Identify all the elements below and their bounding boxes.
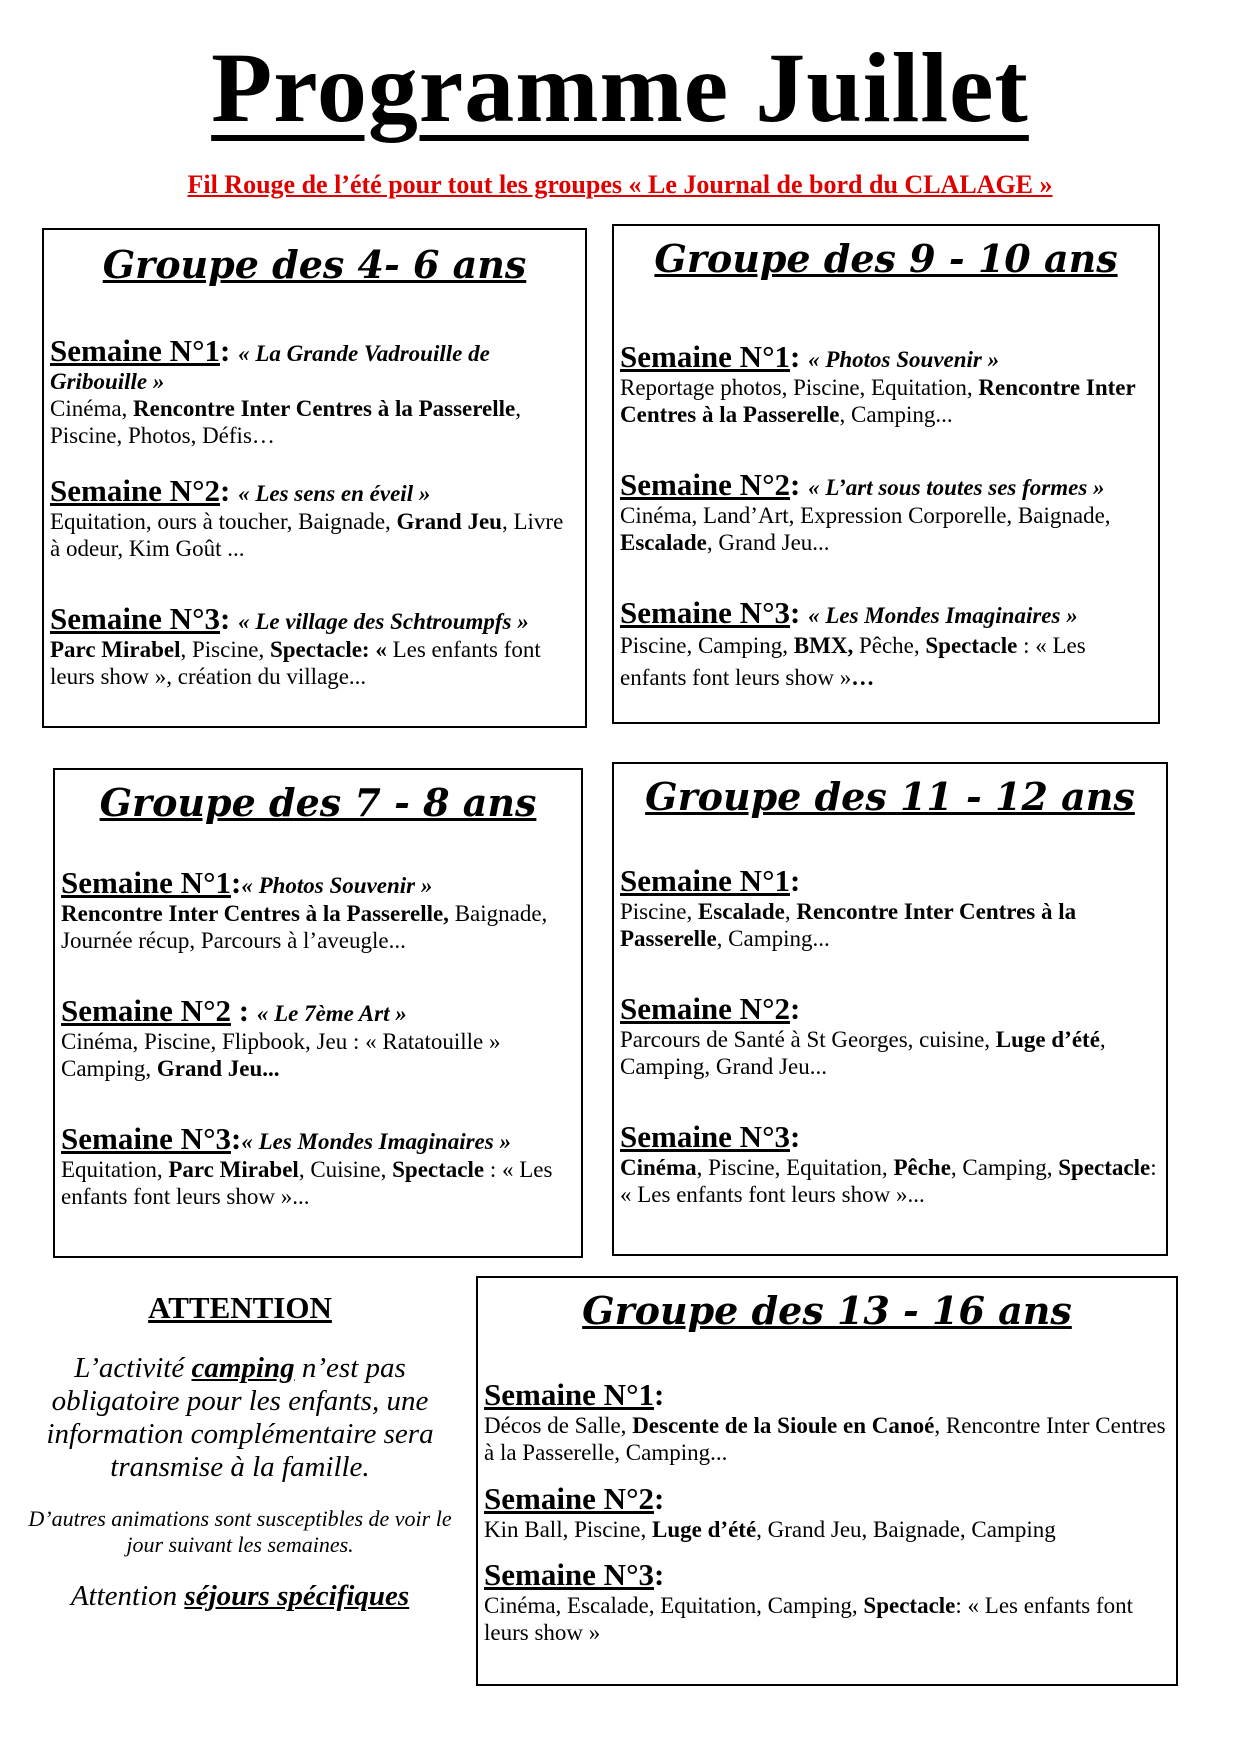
camping-note: L’activité camping n’est pas obligatoire pour les enfants, une information complémentaire sera transmise à la famille. — [46, 1352, 434, 1483]
week-1 — [484, 1378, 1170, 1466]
week-separator: : — [653, 1377, 665, 1412]
week-separator: : — [219, 601, 239, 636]
week-label: Semaine N°2 — [620, 467, 790, 502]
week-separator: : — [789, 467, 809, 502]
week-label: Semaine N°3 — [484, 1557, 654, 1592]
week-3 — [61, 1122, 575, 1210]
group-box-13-16 — [476, 1276, 1178, 1686]
week-2 — [620, 468, 1152, 556]
week-separator: : — [653, 1481, 665, 1516]
week-activities: Reportage photos, Piscine, Equitation, Rencontre Inter Centres à la Passerelle, Camping... — [620, 375, 1136, 427]
week-separator: : — [789, 595, 809, 630]
week-1 — [620, 864, 1160, 952]
week-1 — [620, 340, 1152, 428]
week-label: Semaine N°1 — [484, 1377, 654, 1412]
week-separator: : — [230, 865, 242, 900]
week-label: Semaine N°1 — [50, 333, 220, 368]
week-theme: « Les sens en éveil » — [238, 481, 431, 506]
specific-stays-note: Attention séjours spécifiques — [70, 1580, 410, 1612]
group-box-4-6 — [42, 228, 587, 728]
week-separator: : — [219, 473, 239, 508]
week-activities: Parcours de Santé à St Georges, cuisine, Luge d’été, Camping, Grand Jeu... — [620, 1027, 1106, 1079]
week-1 — [61, 866, 575, 954]
week-separator: : — [789, 991, 801, 1026]
week-3 — [50, 602, 579, 690]
group-box-9-10 — [612, 224, 1160, 724]
group-title: Groupe des 9 - 10 ans — [654, 236, 1118, 281]
group-title: Groupe des 7 - 8 ans — [99, 780, 537, 825]
page-title: Programme Juillet — [211, 32, 1029, 143]
week-activities: Cinéma, Escalade, Equitation, Camping, Spectacle: « Les enfants font leurs show » — [484, 1593, 1133, 1645]
week-separator: : — [230, 1121, 242, 1156]
week-label: Semaine N°3 — [61, 1121, 231, 1156]
week-theme: « Le village des Schtroumpfs » — [238, 609, 529, 634]
week-activities: Décos de Salle, Descente de la Sioule en Canoé, Rencontre Inter Centres à la Passerelle, Camping... — [484, 1413, 1166, 1465]
week-label: Semaine N°2 — [484, 1481, 654, 1516]
week-2 — [484, 1482, 1170, 1543]
week-label: Semaine N°1 — [620, 339, 790, 374]
week-theme: « Les Mondes Imaginaires » — [241, 1129, 511, 1154]
week-2 — [620, 992, 1160, 1080]
week-theme: « Photos Souvenir » — [808, 347, 1000, 372]
week-activities: Cinéma, Land’Art, Expression Corporelle, Baignade, Escalade, Grand Jeu... — [620, 503, 1111, 555]
week-theme: « La Grande Vadrouille de Gribouille » — [50, 341, 490, 394]
group-title: Groupe des 13 - 16 ans — [582, 1288, 1072, 1333]
week-activities: Cinéma, Piscine, Flipbook, Jeu : « Ratatouille » Camping, Grand Jeu... — [61, 1029, 501, 1081]
week-activities: Parc Mirabel, Piscine, Spectacle: « Les enfants font leurs show », création du village... — [50, 637, 541, 689]
attention-notice — [20, 1290, 460, 1613]
week-activities: Cinéma, Piscine, Equitation, Pêche, Camping, Spectacle: « Les enfants font leurs show »... — [620, 1155, 1157, 1207]
group-box-7-8 — [53, 768, 583, 1258]
other-activities-note: D’autres animations sont susceptibles de voir le jour suivant les semaines. — [28, 1506, 452, 1557]
week-3 — [484, 1558, 1170, 1646]
week-activities: Piscine, Camping, BMX, Pêche, Spectacle : « Les enfants font leurs show »… — [620, 633, 1086, 690]
week-label: Semaine N°2 — [61, 993, 231, 1028]
week-separator: : — [789, 339, 809, 374]
week-activities: Kin Ball, Piscine, Luge d’été, Grand Jeu, Baignade, Camping — [484, 1517, 1056, 1542]
week-2 — [61, 994, 575, 1082]
week-separator: : — [219, 333, 239, 368]
week-theme: « Le 7ème Art » — [256, 1001, 407, 1026]
group-box-11-12 — [612, 762, 1168, 1256]
week-label: Semaine N°3 — [50, 601, 220, 636]
week-3 — [620, 1120, 1160, 1208]
week-2 — [50, 474, 579, 562]
week-3 — [620, 596, 1152, 694]
week-separator: : — [789, 863, 801, 898]
week-activities: Rencontre Inter Centres à la Passerelle, Baignade, Journée récup, Parcours à l’aveugle... — [61, 901, 548, 953]
week-activities: Cinéma, Rencontre Inter Centres à la Passerelle, Piscine, Photos, Défis… — [50, 396, 521, 448]
week-activities: Equitation, ours à toucher, Baignade, Grand Jeu, Livre à odeur, Kim Goût ... — [50, 509, 564, 561]
week-label: Semaine N°3 — [620, 1119, 790, 1154]
group-title: Groupe des 11 - 12 ans — [645, 774, 1135, 819]
week-label: Semaine N°2 — [50, 473, 220, 508]
week-theme: « Les Mondes Imaginaires » — [808, 603, 1078, 628]
week-activities: Piscine, Escalade, Rencontre Inter Centres à la Passerelle, Camping... — [620, 899, 1077, 951]
week-label: Semaine N°3 — [620, 595, 790, 630]
week-separator: : — [653, 1557, 665, 1592]
week-separator: : — [789, 1119, 801, 1154]
page-subtitle: Fil Rouge de l’été pour tout les groupes « Le Journal de bord du CLALAGE » — [187, 170, 1053, 199]
week-label: Semaine N°1 — [61, 865, 231, 900]
week-label: Semaine N°1 — [620, 863, 790, 898]
week-label: Semaine N°2 — [620, 991, 790, 1026]
attention-title: ATTENTION — [148, 1290, 332, 1325]
group-title: Groupe des 4- 6 ans — [102, 242, 527, 287]
week-separator: : — [230, 993, 257, 1028]
week-1 — [50, 334, 579, 449]
week-theme: « Photos Souvenir » — [241, 873, 433, 898]
week-theme: « L’art sous toutes ses formes » — [808, 475, 1105, 500]
week-activities: Equitation, Parc Mirabel, Cuisine, Spectacle : « Les enfants font leurs show »... — [61, 1157, 553, 1209]
